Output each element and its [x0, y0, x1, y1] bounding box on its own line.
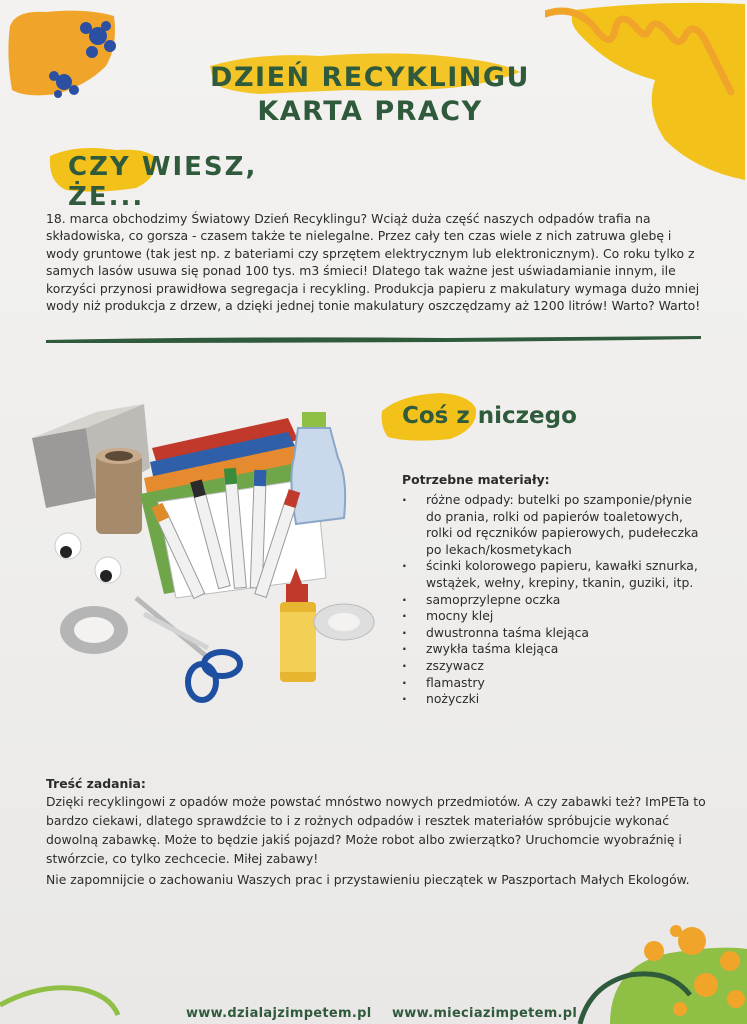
section-divider: [46, 334, 701, 344]
glue-bottle-icon: [280, 568, 316, 682]
scissors-icon: [136, 598, 240, 700]
list-item: · dwustronna taśma klejąca: [402, 625, 702, 642]
paint-splash-top-left: [6, 6, 121, 101]
craft-title: Coś z niczego: [402, 403, 577, 429]
craft-heading: [380, 385, 640, 450]
task-description: [46, 792, 716, 889]
footer-link-miecia[interactable]: www.mieciazimpetem.pl: [392, 1006, 578, 1021]
task-heading: Treść zadania:: [46, 776, 146, 791]
list-item: · różne odpady: butelki po szamponie/płynie do prania, rolki od papierów toaletowych, rolki od ręczników papierowych, pudełeczka po lekach/kosmetykach: [402, 492, 702, 558]
worksheet-title: [200, 44, 540, 136]
googly-eyes-icon: [55, 533, 121, 583]
did-you-know-heading: [46, 138, 336, 212]
paint-splash-bottom-right: [560, 925, 747, 1024]
title-line-2: KARTA PRACY: [257, 96, 483, 127]
materials-list: [402, 492, 702, 708]
title-line-1: DZIEŃ RECYKLINGU: [210, 62, 530, 93]
list-item: · samoprzylepne oczka: [402, 592, 702, 609]
list-item: · zwykła taśma klejąca: [402, 641, 702, 658]
cardboard-roll-icon: [96, 448, 142, 534]
footer-link-dzialaj[interactable]: www.dzialajzimpetem.pl: [186, 1006, 372, 1021]
did-you-know-title: CZY WIESZ, ŻE...: [68, 152, 258, 212]
did-you-know-text: 18. marca obchodzimy Światowy Dzień Recyklingu? Wciąż duża część naszych odpadów trafia na składowiska, co gorsza - czasem także te nielegalne. Przez cały ten czas wiele z nich zatruwa glebę i wody gruntowe (tak jest np. z bateriami czy sprzętem elektrycznym lub elektronicznym). Co roku tylko z samych lasów usuwa się ponad 100 tys. m3 śmieci! Dlatego tak ważne jest uświadamianie innym, ile korzyści przynosi prawidłowa segregacja i recykling. Produkcja papieru z makulatury wymaga dużo mniej wody niż produkcja z drzew, a dzięki jednej tonie makulatury oszczędzamy aż 1200 litrów! Warto? Warto!: [46, 211, 701, 314]
list-item: · ścinki kolorowego papieru, kawałki sznurka, wstążek, wełny, krepiny, tkanin, guziki, itp.: [402, 558, 702, 591]
materials-heading: Potrzebne materiały:: [402, 472, 550, 487]
craft-supplies-illustration: [26, 398, 376, 708]
list-item: · flamastry: [402, 675, 702, 692]
tape-roll-icon: [314, 604, 374, 640]
task-paragraph-2: Nie zapomnijcie o zachowaniu Waszych prac i przystawieniu pieczątek w Paszportach Małych Ekologów.: [46, 872, 690, 887]
paint-splash-top-right: [545, 0, 747, 185]
duct-tape-roll-icon: [60, 606, 128, 654]
plastic-bottle-icon: [291, 412, 345, 524]
list-item: · nożyczki: [402, 691, 702, 708]
swirl-bottom-left: [0, 975, 120, 1024]
list-item: · mocny klej: [402, 608, 702, 625]
list-item: · zszywacz: [402, 658, 702, 675]
task-paragraph-1: Dzięki recyklingowi z opadów może powstać mnóstwo nowych przedmiotów. A czy zabawki też? ImPETa to bardzo ciekawi, dlatego sprawdźcie to i z rożnych odpadów i resztek materiałów spróbujcie wykonać dowolną zabawkę. Może to będzie jakiś pojazd? Może robot albo zwierzątko? Uruchomcie wyobraźnię i stwórzcie, co tylko zechcecie. Miłej zabawy!: [46, 794, 706, 866]
